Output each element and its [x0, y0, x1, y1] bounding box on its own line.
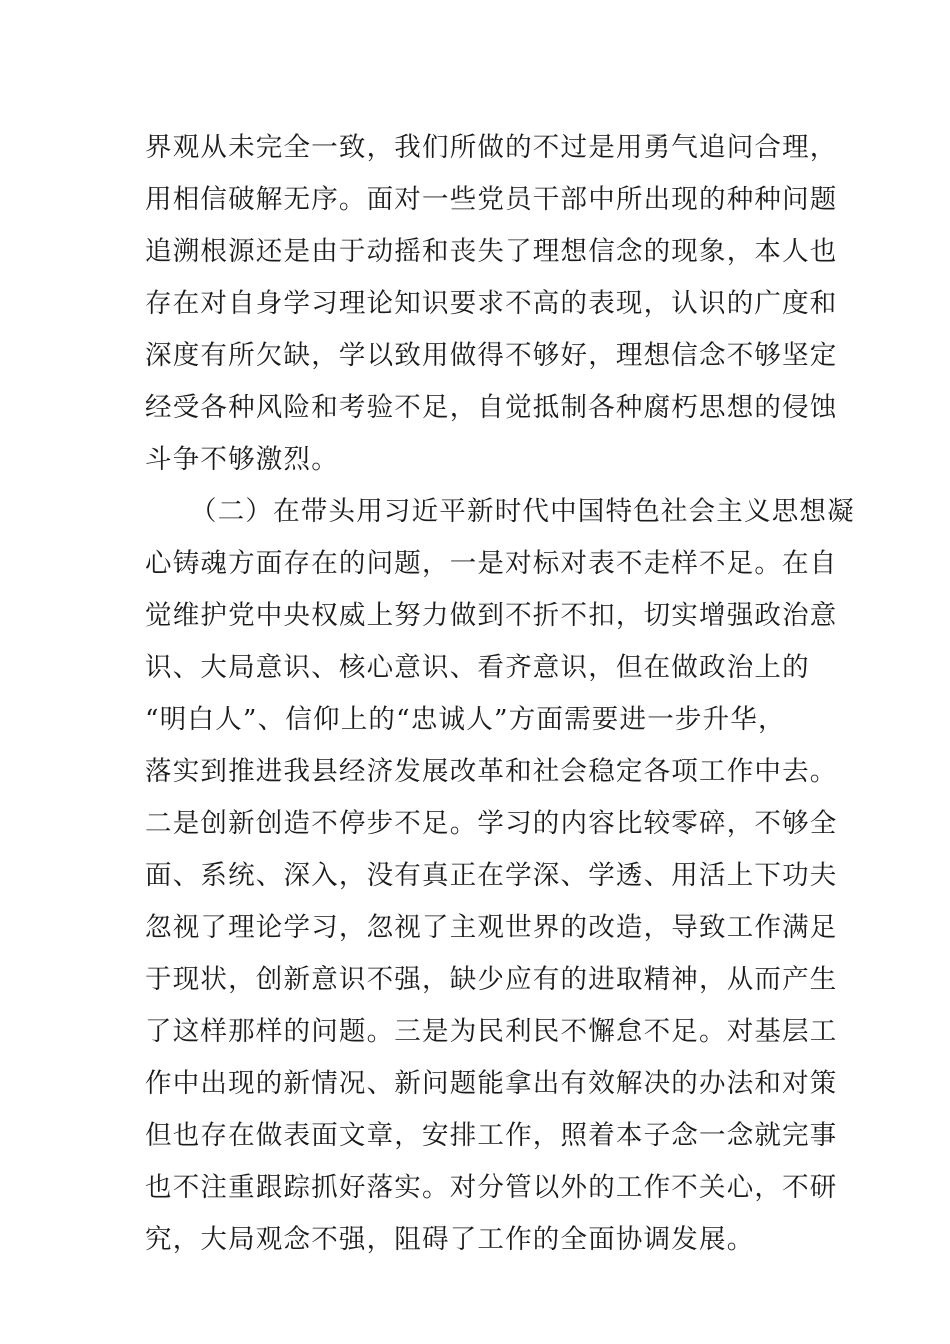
text-line: 斗争不够激烈。: [145, 444, 339, 475]
text-line: 追溯根源还是由于动摇和丧失了理想信念的现象，本人也: [145, 236, 838, 267]
text-line: 忽视了理论学习，忽视了主观世界的改造，导致工作满足: [145, 912, 838, 943]
text-line: 于现状，创新意识不强，缺少应有的进取精神，从而产生: [145, 964, 838, 995]
text-line: 用相信破解无序。面对一些党员干部中所出现的种种问题: [145, 184, 838, 215]
text-line: 究，大局观念不强，阻碍了工作的全面协调发展。: [145, 1224, 755, 1255]
text-line: 心铸魂方面存在的问题，一是对标对表不走样不足。在自: [145, 548, 838, 579]
text-line: 作中出现的新情况、新问题能拿出有效解决的办法和对策: [145, 1068, 838, 1099]
text-line: 识、大局意识、核心意识、看齐意识，但在做政治上的: [145, 652, 810, 683]
text-line: 面、系统、深入，没有真正在学深、学透、用活上下功夫: [145, 860, 838, 891]
text-line: 了这样那样的问题。三是为民利民不懈怠不足。对基层工: [145, 1016, 838, 1047]
text-line: 但也存在做表面文章，安排工作，照着本子念一念就完事: [145, 1120, 838, 1151]
section-heading-line: （二）在带头用习近平新时代中国特色社会主义思想凝: [190, 496, 855, 527]
text-line: 经受各种风险和考验不足，自觉抵制各种腐朽思想的侵蚀: [145, 392, 838, 423]
text-line: 也不注重跟踪抓好落实。对分管以外的工作不关心，不研: [145, 1172, 838, 1203]
text-line: 二是创新创造不停步不足。学习的内容比较零碎，不够全: [145, 808, 838, 839]
text-line: 觉维护党中央权威上努力做到不折不扣，切实增强政治意: [145, 600, 838, 631]
text-line: 存在对自身学习理论知识要求不高的表现，认识的广度和: [145, 288, 838, 319]
text-line: “明白人”、信仰上的“忠诚人”方面需要进一步升华，: [145, 704, 786, 735]
text-line: 深度有所欠缺，学以致用做得不够好，理想信念不够坚定: [145, 340, 838, 371]
text-line: 界观从未完全一致，我们所做的不过是用勇气追问合理，: [145, 132, 838, 163]
text-line: 落实到推进我县经济发展改革和社会稳定各项工作中去。: [145, 756, 838, 787]
